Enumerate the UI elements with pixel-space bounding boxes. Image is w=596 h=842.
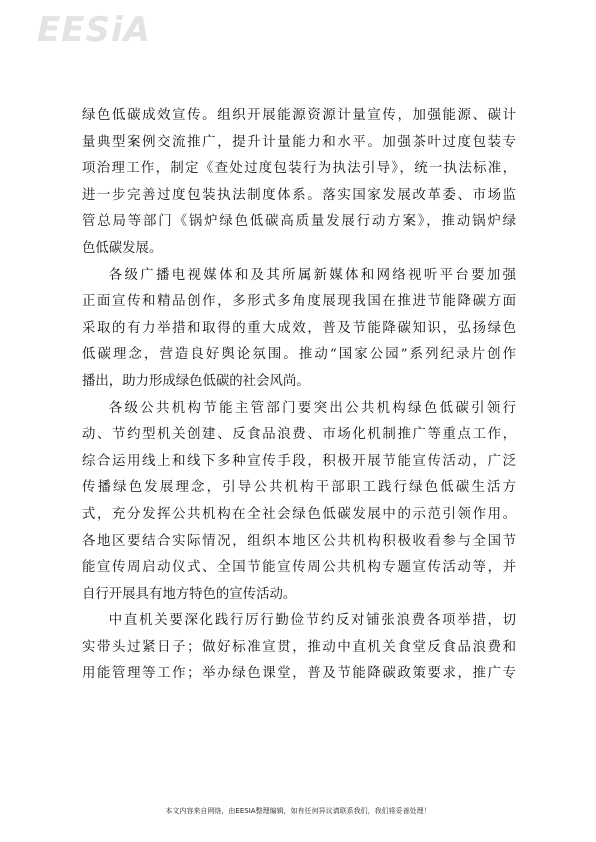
text-line: 各级公共机构节能主管部门要突出公共机构绿色低碳引领行 <box>108 400 516 416</box>
eesia-logo: EESiA <box>37 10 151 50</box>
paragraph <box>82 608 516 688</box>
text-line: 绿色低碳成效宣传。组织开展能源资源计量宣传，加强能源、碳计 <box>82 108 516 123</box>
text-line: 各级广播电视媒体和及其所属新媒体和网络视听平台要加强 <box>108 267 516 283</box>
text-line: 综合运用线上和线下多种宣传手段，积极开展节能宣传活动，广泛 <box>82 453 516 469</box>
text-line: 自行开展具有地方特色的宣传活动。 <box>82 586 297 602</box>
text-line: 管总局等部门《锅炉绿色低碳高质量发展行动方案》，推动锅炉绿 <box>82 214 516 230</box>
text-line: 用能管理等工作；举办绿色课堂，普及节能降碳政策要求，推广专 <box>82 666 516 682</box>
footer-disclaimer: 本文内容来自网络，由EESIA整理编辑，如有任何异议请联系我们，我们将妥善处理！ <box>165 807 431 815</box>
document-body <box>82 103 516 688</box>
text-line: 量典型案例交流推广，提升计量能力和水平。加强茶叶过度包装专 <box>82 134 516 150</box>
text-line: 式，充分发挥公共机构在全社会绿色低碳发展中的示范引领作用。 <box>82 506 516 522</box>
text-line: 中直机关要深化践行厉行勤俭节约反对铺张浪费各项举措，切 <box>108 613 516 629</box>
text-line: 各地区要结合实际情况，组织本地区公共机构积极收看参与全国节 <box>82 533 516 549</box>
paragraph <box>82 103 516 263</box>
text-line: 正面宣传和精品创作，多形式多角度展现我国在推进节能降碳方面 <box>82 294 516 310</box>
text-line: 实带头过紧日子；做好标准宣贯，推动中直机关食堂反食品浪费和 <box>82 639 516 655</box>
text-line: 色低碳发展。 <box>82 240 163 256</box>
text-line: 项治理工作，制定《查处过度包装行为执法引导》，统一执法标准， <box>82 161 516 177</box>
text-line: 能宣传周启动仪式、全国节能宣传周公共机构专题宣传活动等，并 <box>82 560 516 576</box>
paragraph <box>82 263 516 396</box>
paragraph <box>82 396 516 609</box>
text-line: 采取的有力举措和取得的重大成效，普及节能降碳知识，弘扬绿色 <box>82 320 516 336</box>
text-line: 播出，助力形成绿色低碳的社会风尚。 <box>82 373 310 389</box>
text-line: 动、节约型机关创建、反食品浪费、市场化机制推广等重点工作， <box>82 427 516 443</box>
text-line: 传播绿色发展理念，引导公共机构干部职工践行绿色低碳生活方 <box>82 480 516 496</box>
text-line: 进一步完善过度包装执法制度体系。落实国家发展改革委、市场监 <box>82 187 516 203</box>
text-line: 低碳理念，营造良好舆论氛围。推动“国家公园”系列纪录片创作 <box>82 347 516 363</box>
